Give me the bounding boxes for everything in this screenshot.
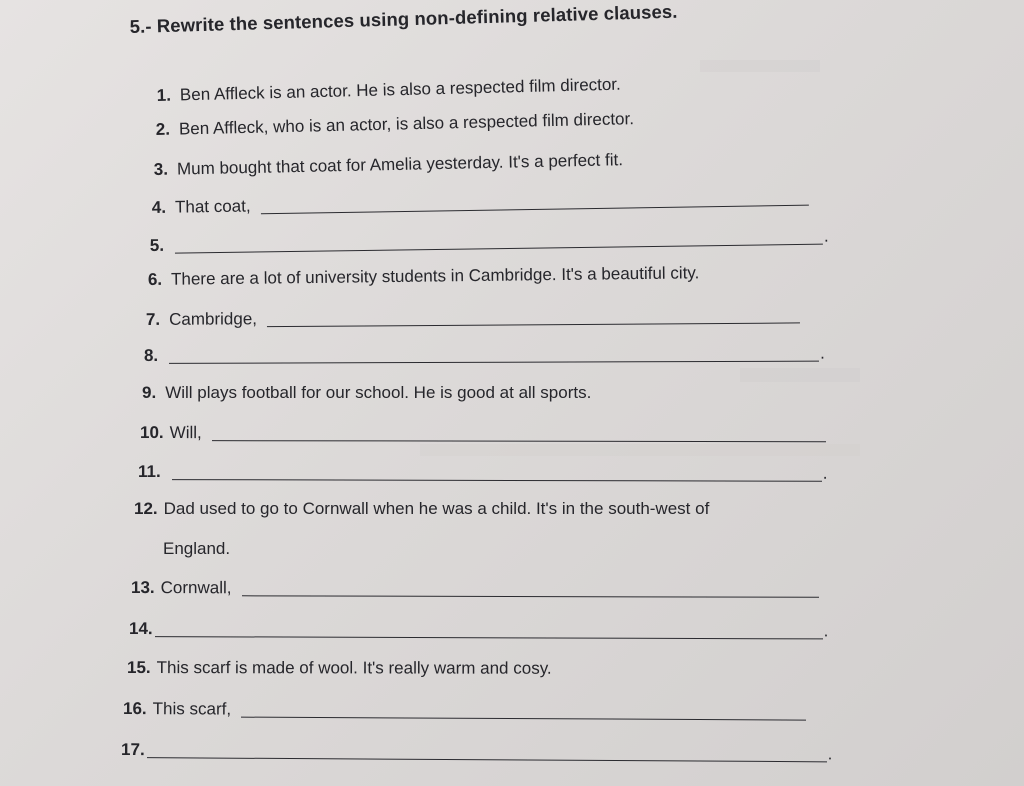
item-number: 1. [156,85,172,106]
end-period: . [827,744,833,764]
answer-blank[interactable] [155,622,823,639]
sentence-text: Ben Affleck, who is an actor, is also a respected film director. [178,109,635,139]
item-number: 11. [138,462,161,482]
show-through-shadow [420,444,860,456]
answer-blank[interactable] [147,743,827,762]
sentence-2 [156,109,635,140]
answer-blank[interactable] [267,308,800,327]
answer-prompt: Will, [169,423,202,443]
sentence-3 [154,150,624,180]
sentence-text: There are a lot of university students in Cambridge. It's a beautiful city. [170,263,700,289]
answer-prompt: That coat, [174,196,251,217]
answer-blank[interactable] [241,703,806,721]
answer-line-8[interactable] [144,344,825,366]
answer-blank[interactable] [261,191,809,215]
answer-line-10[interactable] [140,423,826,444]
sentence-text: Ben Affleck is an actor. He is also a respected film director. [179,74,621,105]
item-number: 17. [121,740,145,760]
show-through-shadow [740,368,860,382]
answer-line-7[interactable] [146,305,800,330]
end-period: . [820,343,825,363]
answer-line-4[interactable] [152,188,809,218]
item-number: 12. [134,499,158,518]
sentence-6 [148,263,700,290]
answer-line-14[interactable] [129,619,828,641]
sentence-text: Mum bought that coat for Amelia yesterday. It's a perfect fit. [176,150,624,179]
end-period: . [822,463,828,483]
sentence-9 [142,383,591,403]
answer-line-16[interactable] [123,699,806,723]
answer-prompt: Cornwall, [160,578,232,598]
item-number: 15. [127,658,151,678]
answer-blank[interactable] [242,581,819,598]
item-number: 14. [129,619,153,639]
end-period: . [823,621,829,641]
show-through-shadow [700,60,820,72]
item-number: 9. [142,383,157,402]
item-number: 5. [149,235,165,256]
item-number: 7. [145,309,161,330]
sentence-text: Dad used to go to Cornwall when he was a child. It's in the south-west of [163,499,710,518]
answer-line-13[interactable] [131,578,819,600]
sentence-text: England. [163,539,231,558]
answer-line-11[interactable] [138,462,827,484]
sentence-text: This scarf is made of wool. It's really warm and cosy. [156,658,552,678]
end-period: . [823,226,829,246]
exercise-heading: 5.- Rewrite the sentences using non-defining relative clauses. [129,0,678,38]
item-number: 10. [140,423,164,443]
sentence-15 [127,658,552,679]
answer-line-5[interactable] [150,227,829,256]
answer-blank[interactable] [212,426,826,442]
answer-blank[interactable] [169,347,819,364]
item-number: 13. [131,578,155,598]
item-number: 4. [151,197,167,218]
answer-prompt: Cambridge, [169,309,258,329]
item-number: 8. [143,345,159,365]
item-number: 2. [155,119,171,140]
item-number: 16. [123,699,147,719]
answer-prompt: This scarf, [152,699,232,719]
item-number: 6. [147,269,163,290]
answer-line-17[interactable] [121,740,832,764]
answer-blank[interactable] [172,465,822,482]
item-number: 3. [153,159,169,180]
sentence-1 [157,75,622,106]
sentence-12-continued [163,539,230,559]
sentence-12 [134,499,709,519]
answer-blank[interactable] [175,230,823,254]
sentence-text: Will plays football for our school. He is good at all sports. [165,383,592,402]
